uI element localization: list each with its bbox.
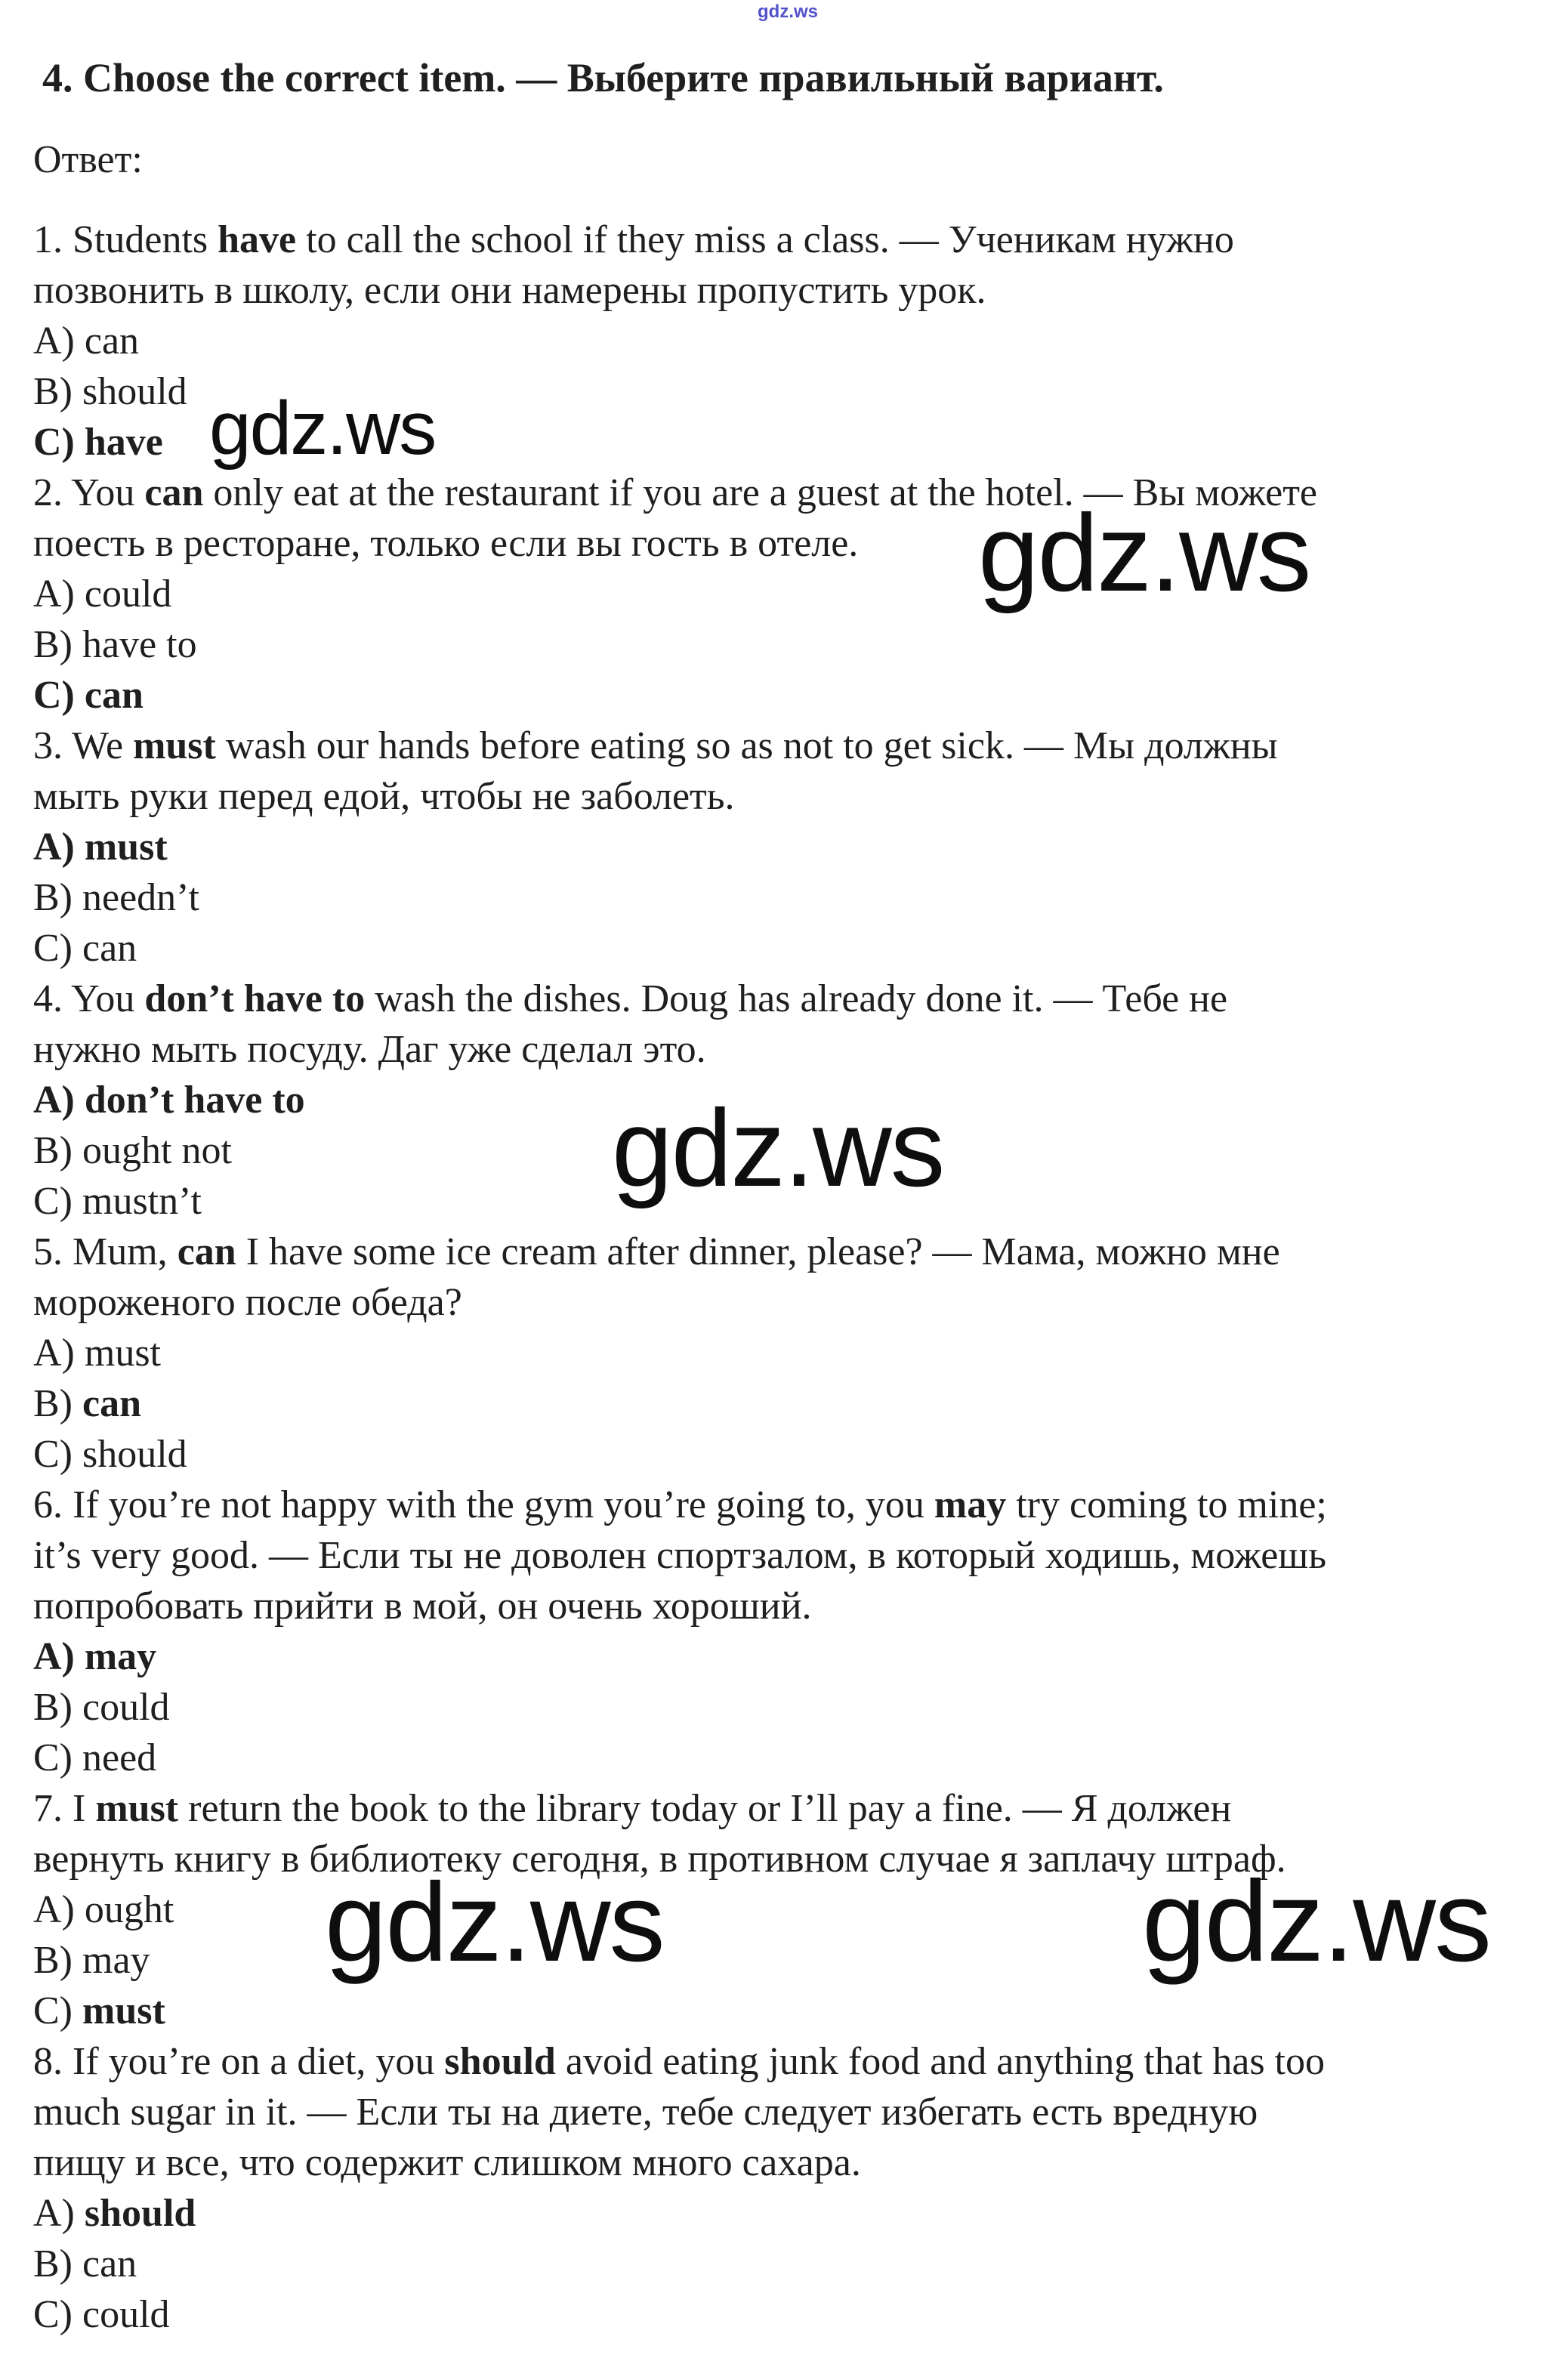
q2-option-b — [33, 619, 197, 670]
q7-line-1-text: return the book to the library today or I’ll pay a fine. — Я должен — [178, 1787, 1232, 1830]
q6-option-b — [33, 1682, 170, 1733]
q7-option-b — [33, 1935, 150, 1986]
q7-option-c — [33, 1986, 165, 2036]
q8-line-3 — [33, 2137, 861, 2188]
q3-option-b — [33, 872, 199, 923]
q1-line-1 — [33, 214, 1234, 265]
q6-option-c — [33, 1733, 156, 1783]
q3-line-2-text: мыть руки перед едой, чтобы не заболеть. — [33, 775, 735, 818]
q8-option-c — [33, 2289, 170, 2340]
q4-option-b — [33, 1125, 232, 1176]
q7-line-1 — [33, 1783, 1231, 1834]
gdzws-watermark-q7-right: gdz.ws — [1142, 1857, 1491, 1986]
gdzws-watermark-q2: gdz.ws — [978, 492, 1310, 614]
q2-line-1-text: 2. You — [33, 471, 145, 514]
q3-option-a-text: A) must — [33, 826, 168, 869]
q7-line-1-text: 7. I — [33, 1787, 96, 1830]
q1-line-2 — [33, 265, 986, 316]
q6-line-3 — [33, 1581, 811, 1631]
q6-line-1 — [33, 1480, 1327, 1530]
q8-line-3-text: пищу и все, что содержит слишком много сахара. — [33, 2141, 861, 2184]
q5-line-1 — [33, 1227, 1280, 1277]
q3-line-1 — [33, 721, 1278, 771]
q6-line-2-text: it’s very good. — Если ты не доволен спортзалом, в который ходишь, можешь — [33, 1534, 1327, 1577]
q7-option-b-text: B) may — [33, 1939, 150, 1982]
q6-line-2 — [33, 1530, 1326, 1581]
q2-option-a-text: A) could — [33, 573, 172, 616]
q4-line-1-text: 4. You — [33, 977, 145, 1020]
q2-line-2-text: поесть в ресторане, только если вы гость в отеле. — [33, 522, 859, 565]
q1-line-1-text: to call the school if they miss a class. — Ученикам нужно — [296, 218, 1234, 261]
q8-option-a-text: A) — [33, 2192, 85, 2235]
q5-line-1-text: can — [177, 1230, 236, 1273]
q8-option-b — [33, 2239, 137, 2289]
q1-line-1-text: 1. Students — [33, 218, 218, 261]
q2-line-1-text: only eat at the restaurant if you are a guest at the hotel. — Вы можете — [203, 471, 1318, 514]
q1-line-1-text: have — [218, 218, 297, 261]
q1-option-b-text: B) should — [33, 370, 187, 413]
q4-line-2 — [33, 1024, 706, 1075]
q1-option-b — [33, 366, 187, 417]
q8-option-a — [33, 2188, 196, 2239]
q6-line-1-text: try coming to mine; — [1006, 1483, 1327, 1526]
q7-line-2-text: вернуть книгу в библиотеку сегодня, в противном случае я заплачу штраф. — [33, 1838, 1286, 1881]
q8-line-1-text: should — [444, 2040, 556, 2083]
q1-line-2-text: позвонить в школу, если они намерены пропустить урок. — [33, 269, 986, 312]
q3-option-c — [33, 923, 137, 974]
q4-option-a — [33, 1075, 305, 1125]
q6-option-a-text: A) may — [33, 1635, 157, 1678]
gdzws-watermark-q4: gdz.ws — [612, 1087, 944, 1209]
q8-line-2-text: much sugar in it. — Если ты на диете, тебе следует избегать есть вредную — [33, 2091, 1258, 2134]
gdzws-watermark-q1: gdz.ws — [209, 386, 436, 471]
q7-option-c-text: C) — [33, 1989, 82, 2032]
q5-line-2-text: мороженого после обеда? — [33, 1281, 462, 1324]
q8-option-a-text: should — [84, 2192, 196, 2235]
q6-line-3-text: попробовать прийти в мой, он очень хороший. — [33, 1585, 812, 1628]
q7-line-1-text: must — [95, 1787, 179, 1830]
q8-line-1-text: 8. If you’re on a diet, you — [33, 2040, 445, 2083]
q8-option-c-text: C) could — [33, 2293, 170, 2336]
q5-option-c-text: C) should — [33, 1433, 187, 1476]
q5-option-b-text: B) — [33, 1382, 82, 1425]
q5-line-1-text: 5. Mum, — [33, 1230, 177, 1273]
gdzws-watermark-q7-left: gdz.ws — [325, 1860, 664, 1985]
q6-option-a — [33, 1631, 156, 1682]
q7-option-a-text: A) ought — [33, 1888, 174, 1931]
q4-option-a-text: A) don’t have to — [33, 1079, 305, 1122]
q8-line-1-text: avoid eating junk food and anything that has too — [555, 2040, 1325, 2083]
q4-option-b-text: B) ought not — [33, 1129, 232, 1172]
q4-line-2-text: нужно мыть посуду. Даг уже сделал это. — [33, 1028, 706, 1071]
q1-option-a-text: A) can — [33, 319, 140, 363]
q7-line-2 — [33, 1834, 1286, 1884]
q6-line-1-text: 6. If you’re not happy with the gym you’re going to, you — [33, 1483, 934, 1526]
q5-line-2 — [33, 1277, 462, 1328]
q6-line-1-text: may — [934, 1483, 1007, 1526]
q2-line-2 — [33, 518, 858, 569]
q5-line-1-text: I have some ice cream after dinner, please? — Мама, можно мне — [236, 1230, 1280, 1273]
q3-option-b-text: B) needn’t — [33, 876, 199, 919]
q7-option-a — [33, 1884, 174, 1935]
q2-option-c-text: C) can — [33, 674, 144, 717]
q8-option-b-text: B) can — [33, 2242, 137, 2285]
q5-option-a — [33, 1328, 161, 1378]
q5-option-c — [33, 1429, 187, 1480]
q3-option-c-text: C) can — [33, 927, 137, 970]
q2-line-1-text: can — [144, 471, 204, 514]
q5-option-b-text: can — [82, 1382, 141, 1425]
q2-option-b-text: B) have to — [33, 623, 197, 666]
q1-option-a — [33, 316, 139, 366]
q4-line-1-text: don’t have to — [144, 977, 366, 1020]
q1-option-c — [33, 417, 163, 468]
q5-option-a-text: A) must — [33, 1332, 161, 1375]
q3-line-1-text: wash our hands before eating so as not to get sick. — Мы должны — [215, 724, 1278, 767]
q6-option-c-text: C) need — [33, 1736, 157, 1779]
q2-option-c — [33, 670, 144, 721]
q8-line-2 — [33, 2087, 1258, 2137]
answer-label: Ответ: — [33, 138, 143, 181]
q7-option-c-text: must — [82, 1989, 165, 2032]
q4-option-c-text: C) mustn’t — [33, 1180, 202, 1223]
q1-option-c-text: C) have — [33, 421, 163, 464]
exercise-title: 4. Choose the correct item. — Выберите правильный вариант. — [42, 55, 1164, 100]
q2-option-a — [33, 569, 171, 619]
q3-option-a — [33, 822, 168, 872]
q4-option-c — [33, 1176, 202, 1227]
q3-line-1-text: 3. We — [33, 724, 134, 767]
q4-line-1 — [33, 974, 1227, 1024]
q2-line-1 — [33, 468, 1317, 518]
q4-line-1-text: wash the dishes. Doug has already done it. — Тебе не — [365, 977, 1228, 1020]
q3-line-2 — [33, 771, 734, 822]
q3-line-1-text: must — [133, 724, 216, 767]
q5-option-b — [33, 1378, 141, 1429]
q8-line-1 — [33, 2036, 1325, 2087]
q6-option-b-text: B) could — [33, 1686, 170, 1729]
gdzws-watermark-top: gdz.ws — [758, 2, 819, 22]
